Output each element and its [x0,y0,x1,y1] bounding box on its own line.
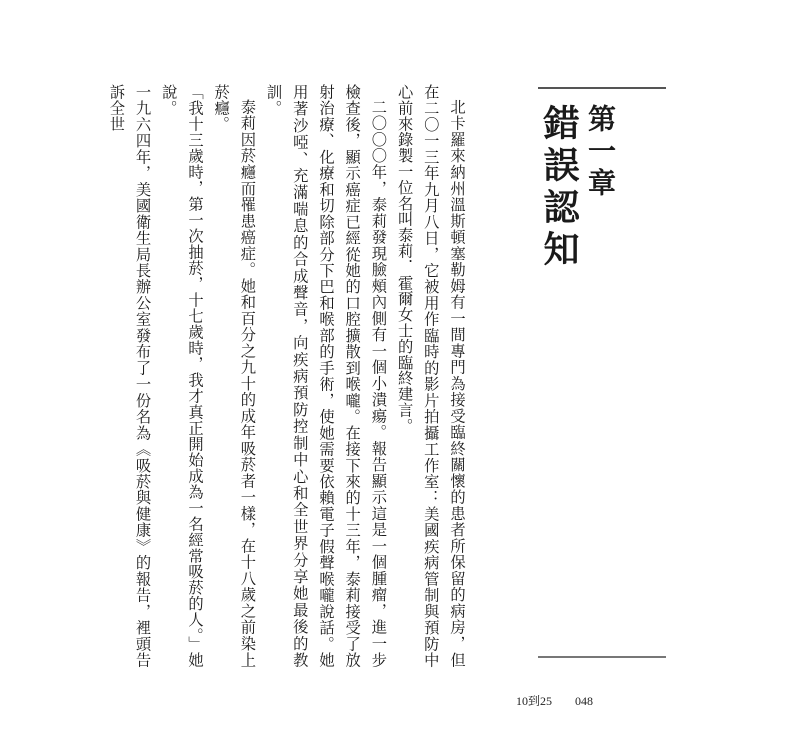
page-footer [516,692,593,709]
body-text [107,84,470,668]
paragraph: 泰莉因菸癮而罹患癌症。她和百分之九十的成年吸菸者一樣，在十八歲之前染上菸癮。 [212,84,257,668]
running-folio: 10到25 [516,694,553,708]
chapter-bottom-rule [538,656,666,658]
paragraph: 一九六四年，美國衛生局長辦公室發布了一份名為《吸菸與健康》的報告，裡頭告訴全世 [107,84,152,668]
paragraph: 北卡羅來納州溫斯頓塞勒姆有一間專門為接受臨終關懷的患者所保留的病房，但在二〇一三年九月八日，它被用作臨時的影片拍攝工作室：美國疾病管制與預防中心前來錄製一位名叫泰莉．霍爾女士的臨終建言。 [395,84,466,668]
paragraph: 「我十三歲時，第一次抽菸，十七歲時，我才真正開始成為一名經常吸菸的人。」她說。 [159,84,204,668]
chapter-number: 第一章 [584,104,617,200]
page-number: 048 [575,694,594,708]
paragraph: 二〇〇〇年，泰莉發現臉頰內側有一個小潰瘍。報告顯示這是一個腫瘤，進一步檢查後，顯示癌症已經從她的口腔擴散到喉嚨。在接下來的十三年，泰莉接受了放射治療、化療和切除部分下巴和喉部的手術，使她需要依賴電子假聲喉嚨說話。她用著沙啞、充滿喘息的合成聲音，向疾病預防控制中心和全世界分享她最後的教訓。 [264,84,388,668]
chapter-title: 錯誤認知 [538,104,580,272]
chapter-top-rule [538,87,666,89]
